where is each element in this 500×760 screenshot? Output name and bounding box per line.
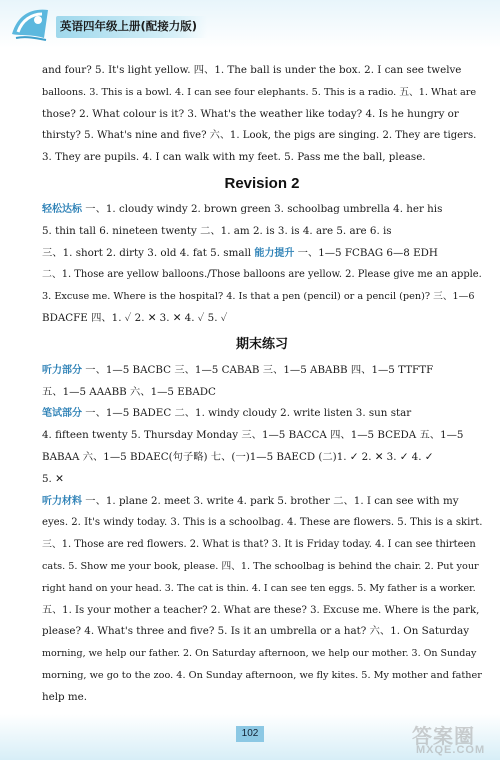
text-line: 笔试部分 一、1—5 BADEC 二、1. windy cloudy 2. write listen 3. sun star <box>42 407 412 420</box>
text-line: 五、1. Is your mother a teacher? 2. What are these? 3. Excuse me. Where is the park, <box>42 604 480 616</box>
book-title: 英语四年级上册(配接力版) <box>56 16 207 38</box>
text-line: help me. <box>42 690 88 703</box>
text-line: 三、1. short 2. dirty 3. old 4. fat 5. small 能力提升 一、1—5 FCBAG 6—8 EDH <box>42 246 438 259</box>
watermark-url: MXQE.COM <box>416 744 486 756</box>
text-line: 3. Excuse me. Where is the hospital? 4. Is that a pen (pencil) or a pencil (pen)? 三、1—6 <box>42 291 475 303</box>
section-title-final: 期末练习 <box>235 336 288 352</box>
label-written: 笔试部分 <box>42 408 82 420</box>
text-line: please? 4. What's three and five? 5. Is it an umbrella or a hat? 六、1. On Saturday <box>42 625 470 638</box>
book-logo-icon <box>8 4 52 44</box>
label-easy: 轻松达标 <box>42 203 82 215</box>
answer-content <box>42 60 482 709</box>
section-title-revision: Revision 2 <box>224 174 300 192</box>
text-line: morning, we go to the zoo. 4. On Sunday afternoon, we fly kites. 5. My mother and father <box>42 669 482 681</box>
text-line: morning, we help our father. 2. On Saturday afternoon, we help our mother. 3. On Sunday <box>42 648 477 660</box>
text-line: 听力部分 一、1—5 BACBC 三、1—5 CABAB 三、1—5 ABABB 四、1—5 TTFTF <box>42 363 434 376</box>
text-line: cats. 5. Show me your book, please. 四、1. The schoolbag is behind the chair. 2. Put your <box>42 560 479 572</box>
text-line: BDACFE 四、1. ✓ 2. ✕ 3. ✕ 4. ✓ 5. ✓ <box>42 311 228 324</box>
page-number: 102 <box>236 726 264 742</box>
text-line: 3. They are pupils. 4. I can walk with my feet. 5. Pass me the ball, please. <box>42 151 426 164</box>
text-line: thirsty? 5. What's nine and five? 六、1. Look, the pigs are singing. 2. They are tigers. <box>42 130 477 142</box>
label-improve: 能力提升 <box>254 247 295 259</box>
label-listening: 听力部分 <box>42 364 82 376</box>
text-line: those? 2. What colour is it? 3. What's the weather like today? 4. Is he hungry or <box>42 107 459 120</box>
text-line: right hand on your head. 3. The cat is thin. 4. I can see ten eggs. 5. My father is a worker. <box>42 582 476 594</box>
text-line: 听力材料 一、1. plane 2. meet 3. write 4. park 5. brother 二、1. I can see with my <box>42 494 459 507</box>
text-line: 5. thin tall 6. nineteen twenty 二、1. am 2. is 3. is 4. are 5. are 6. is <box>42 224 392 237</box>
text-line: eyes. 2. It's windy today. 3. This is a schoolbag. 4. These are flowers. 5. This is a skirt. <box>42 517 483 529</box>
text-line: balloons. 3. This is a bowl. 4. I can see four elephants. 5. This is a radio. 五、1. What are <box>42 86 477 98</box>
text-line: 5. ✕ <box>42 472 64 485</box>
page-header <box>0 0 500 48</box>
text-line: and four? 5. It's light yellow. 四、1. The ball is under the box. 2. I can see twelve <box>42 64 462 76</box>
text-line: 轻松达标 一、1. cloudy windy 2. brown green 3. schoolbag umbrella 4. her his <box>42 202 443 215</box>
text-line: 二、1. Those are yellow balloons./Those balloons are yellow. 2. Please give me an apple. <box>42 269 482 281</box>
watermark-text: 答案圈 <box>412 724 475 748</box>
text-line: 4. fifteen twenty 5. Thursday Monday 三、1—5 BACCA 四、1—5 BCEDA 五、1—5 <box>42 429 464 442</box>
watermark-logo <box>402 720 496 758</box>
text-line: 五、1—5 AAABB 六、1—5 EBADC <box>42 385 216 398</box>
text-line: 三、1. Those are red flowers. 2. What is that? 3. It is Friday today. 4. I can see thirteen <box>42 539 476 551</box>
text-line: BABAA 六、1—5 BDAEC(句子略) 七、(一)1—5 BAECD (二)1. ✓ 2. ✕ 3. ✓ 4. ✓ <box>42 450 434 463</box>
label-material: 听力材料 <box>42 495 82 507</box>
